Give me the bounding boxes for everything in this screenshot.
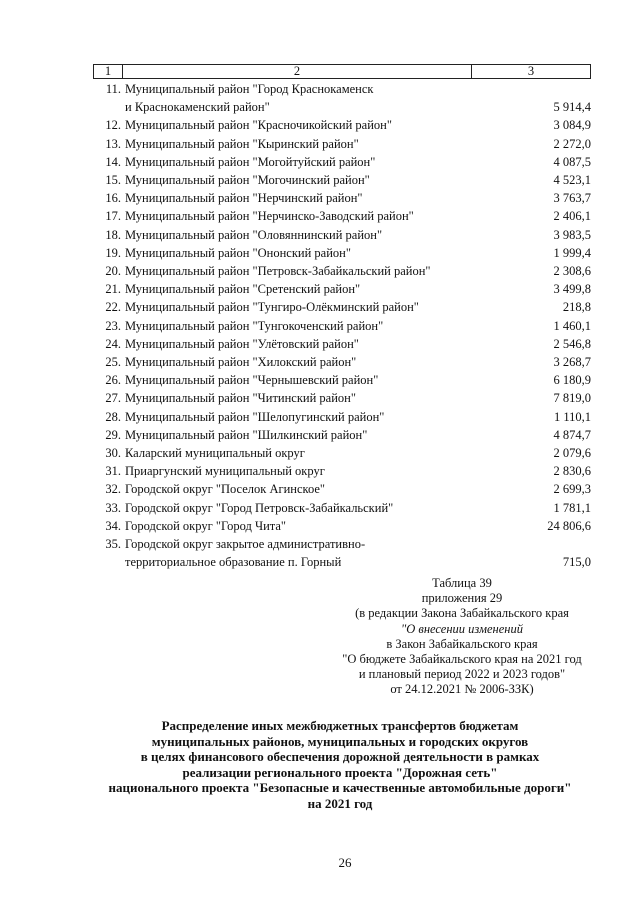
row-name bbox=[121, 389, 495, 407]
row-name bbox=[121, 408, 495, 426]
table-row bbox=[93, 298, 591, 316]
row-name-line: Муниципальный район "Шилкинский район" bbox=[125, 427, 368, 442]
title-line: национального проекта "Безопасные и качественные автомобильные дороги" bbox=[108, 780, 572, 796]
row-number: 31. bbox=[105, 464, 121, 479]
table-row bbox=[93, 153, 591, 171]
row-name bbox=[121, 480, 495, 498]
row-name bbox=[121, 517, 495, 535]
row-name-line: Муниципальный район "Кыринский район" bbox=[125, 136, 359, 151]
row-name-line: Муниципальный район "Сретенский район" bbox=[125, 282, 361, 297]
row-name-line: Муниципальный район "Могочинский район" bbox=[125, 173, 370, 188]
row-number: 26. bbox=[105, 373, 121, 388]
row-name-line: Городской округ "Поселок Агинское" bbox=[125, 482, 326, 497]
caption-amendment: "О внесении изменений bbox=[401, 621, 523, 636]
row-name bbox=[121, 226, 495, 244]
row-number: 21. bbox=[105, 282, 121, 297]
table-row bbox=[93, 408, 591, 426]
row-number: 20. bbox=[105, 264, 121, 279]
row-name-line: Муниципальный район "Ононский район" bbox=[125, 245, 351, 260]
row-name-line: Приаргунский муниципальный округ bbox=[125, 464, 325, 479]
table-caption bbox=[330, 576, 594, 698]
table-row bbox=[93, 517, 591, 535]
caption-table-number: Таблица 39 bbox=[432, 576, 492, 590]
caption-period: и плановый период 2022 и 2023 годов" bbox=[358, 667, 566, 682]
row-value: 218,8 bbox=[562, 300, 591, 315]
row-value: 6 180,9 bbox=[553, 373, 591, 388]
row-number: 22. bbox=[105, 300, 121, 315]
row-name bbox=[121, 426, 495, 444]
row-name bbox=[121, 153, 495, 171]
caption-date: от 24.12.2021 № 2006-ЗЗК) bbox=[390, 682, 534, 697]
table-row bbox=[93, 280, 591, 298]
row-name-line: Каларский муниципальный округ bbox=[125, 446, 305, 461]
row-name-line: Муниципальный район "Тунгокоченский район" bbox=[125, 318, 384, 333]
row-name bbox=[121, 462, 495, 480]
table-row bbox=[93, 80, 591, 116]
row-value: 2 546,8 bbox=[553, 336, 591, 351]
row-number: 19. bbox=[105, 245, 121, 260]
title-line: муниципальных районов, муниципальных и городских округов bbox=[151, 733, 529, 749]
row-name bbox=[121, 116, 495, 134]
row-name-line: Муниципальный район "Нерчинский район" bbox=[125, 191, 363, 206]
table-body bbox=[93, 80, 591, 571]
table-row bbox=[93, 462, 591, 480]
row-number: 12. bbox=[105, 118, 121, 133]
row-name bbox=[121, 171, 495, 189]
row-number: 27. bbox=[105, 391, 121, 406]
table-row bbox=[93, 353, 591, 371]
row-value: 24 806,6 bbox=[547, 518, 591, 533]
row-name-line: Муниципальный район "Шелопугинский район" bbox=[125, 409, 385, 424]
row-number: 29. bbox=[105, 427, 121, 442]
table-row bbox=[93, 480, 591, 498]
row-name-line: Муниципальный район "Красночикойский район" bbox=[125, 118, 392, 133]
row-number: 15. bbox=[105, 173, 121, 188]
table-row bbox=[93, 389, 591, 407]
row-name bbox=[121, 353, 495, 371]
row-name bbox=[121, 80, 495, 116]
row-name-line: Муниципальный район "Читинский район" bbox=[125, 391, 356, 406]
row-number: 16. bbox=[105, 191, 121, 206]
row-name-line: территориальное образование п. Горный bbox=[125, 555, 342, 570]
title-line: Распределение иных межбюджетных трансфертов бюджетам bbox=[161, 718, 519, 733]
row-value: 4 087,5 bbox=[553, 154, 591, 169]
table-row bbox=[93, 171, 591, 189]
row-number: 11. bbox=[105, 82, 121, 96]
row-value: 2 308,6 bbox=[553, 264, 591, 279]
document-title bbox=[60, 718, 620, 812]
row-name bbox=[121, 135, 495, 153]
row-number: 13. bbox=[105, 136, 121, 151]
table-row bbox=[93, 426, 591, 444]
row-value: 4 523,1 bbox=[553, 173, 591, 188]
row-value: 5 914,4 bbox=[553, 100, 591, 115]
row-name-line: Муниципальный район "Город Краснокаменск bbox=[125, 82, 374, 96]
row-number: 25. bbox=[105, 355, 121, 370]
row-value: 715,0 bbox=[562, 555, 591, 570]
row-number: 34. bbox=[105, 518, 121, 533]
caption-appendix: приложения 29 bbox=[421, 591, 503, 606]
row-number: 28. bbox=[105, 409, 121, 424]
row-number: 30. bbox=[105, 446, 121, 461]
table-row bbox=[93, 499, 591, 517]
row-name bbox=[121, 280, 495, 298]
row-number: 18. bbox=[105, 227, 121, 242]
row-number: 23. bbox=[105, 318, 121, 333]
row-value: 7 819,0 bbox=[553, 391, 591, 406]
title-line: на 2021 год bbox=[307, 795, 373, 811]
row-name-line: Муниципальный район "Тунгиро-Олёкминский район" bbox=[125, 300, 419, 315]
row-value: 3 763,7 bbox=[553, 191, 591, 206]
row-value: 4 874,7 bbox=[553, 427, 591, 442]
table-header-col-1: 1 bbox=[94, 65, 123, 78]
row-name-line: Муниципальный район "Нерчинско-Заводский район" bbox=[125, 209, 414, 224]
row-name bbox=[121, 317, 495, 335]
row-name-line: Муниципальный район "Могойтуйский район" bbox=[125, 154, 376, 169]
row-name-line: Городской округ "Город Петровск-Забайкальский" bbox=[125, 500, 394, 515]
caption-budget: "О бюджете Забайкальского края на 2021 год bbox=[342, 652, 582, 667]
table-row bbox=[93, 135, 591, 153]
row-value: 1 460,1 bbox=[553, 318, 591, 333]
row-name bbox=[121, 444, 495, 462]
table-row bbox=[93, 371, 591, 389]
row-value: 3 983,5 bbox=[553, 227, 591, 242]
caption-law: в Закон Забайкальского края bbox=[386, 636, 538, 651]
title-line: реализации регионального проекта "Дорожная сеть" bbox=[182, 764, 498, 780]
table-row bbox=[93, 262, 591, 280]
row-name-line: Муниципальный район "Петровск-Забайкальский район" bbox=[125, 264, 431, 279]
row-name bbox=[121, 335, 495, 353]
row-value: 2 406,1 bbox=[553, 209, 591, 224]
row-name-line: и Краснокаменский район" bbox=[125, 100, 270, 115]
row-value: 3 084,9 bbox=[553, 118, 591, 133]
row-value: 1 110,1 bbox=[553, 409, 591, 424]
row-name-line: Муниципальный район "Оловяннинский район" bbox=[125, 227, 383, 242]
table-row bbox=[93, 444, 591, 462]
title-line: в целях финансового обеспечения дорожной деятельности в рамках bbox=[140, 749, 540, 765]
row-number: 17. bbox=[105, 209, 121, 224]
table-row bbox=[93, 226, 591, 244]
table-row bbox=[93, 335, 591, 353]
table-header bbox=[93, 64, 591, 79]
row-value: 1 999,4 bbox=[553, 245, 591, 260]
row-name-line: Городской округ закрытое административно- bbox=[125, 537, 366, 552]
row-value: 3 268,7 bbox=[553, 355, 591, 370]
table-row bbox=[93, 535, 591, 571]
row-name bbox=[121, 244, 495, 262]
table-row bbox=[93, 244, 591, 262]
row-name-line: Муниципальный район "Чернышевский район" bbox=[125, 373, 379, 388]
row-value: 2 272,0 bbox=[553, 136, 591, 151]
page-number: 26 bbox=[338, 855, 352, 870]
row-number: 32. bbox=[105, 482, 121, 497]
row-number: 35. bbox=[105, 537, 121, 552]
row-name bbox=[121, 499, 495, 517]
table-row bbox=[93, 116, 591, 134]
row-name bbox=[121, 189, 495, 207]
table-row bbox=[93, 189, 591, 207]
row-value: 2 079,6 bbox=[553, 446, 591, 461]
row-name bbox=[121, 371, 495, 389]
row-name bbox=[121, 298, 495, 316]
row-name bbox=[121, 207, 495, 225]
row-name-line: Городской округ "Город Чита" bbox=[125, 518, 287, 533]
row-value: 1 781,1 bbox=[553, 500, 591, 515]
table-row bbox=[93, 207, 591, 225]
row-number: 14. bbox=[105, 154, 121, 169]
row-value: 2 699,3 bbox=[553, 482, 591, 497]
row-value: 2 830,6 bbox=[553, 464, 591, 479]
row-name bbox=[121, 262, 495, 280]
table-header-col-2: 2 bbox=[123, 65, 472, 78]
table-row bbox=[93, 317, 591, 335]
row-name bbox=[121, 535, 495, 571]
row-name-line: Муниципальный район "Хилокский район" bbox=[125, 355, 357, 370]
row-value: 3 499,8 bbox=[553, 282, 591, 297]
table-header-col-3: 3 bbox=[527, 64, 535, 78]
caption-edition: (в редакции Закона Забайкальского края bbox=[355, 606, 569, 621]
row-number: 24. bbox=[105, 336, 121, 351]
row-name-line: Муниципальный район "Улётовский район" bbox=[125, 336, 359, 351]
row-number: 33. bbox=[105, 500, 121, 515]
